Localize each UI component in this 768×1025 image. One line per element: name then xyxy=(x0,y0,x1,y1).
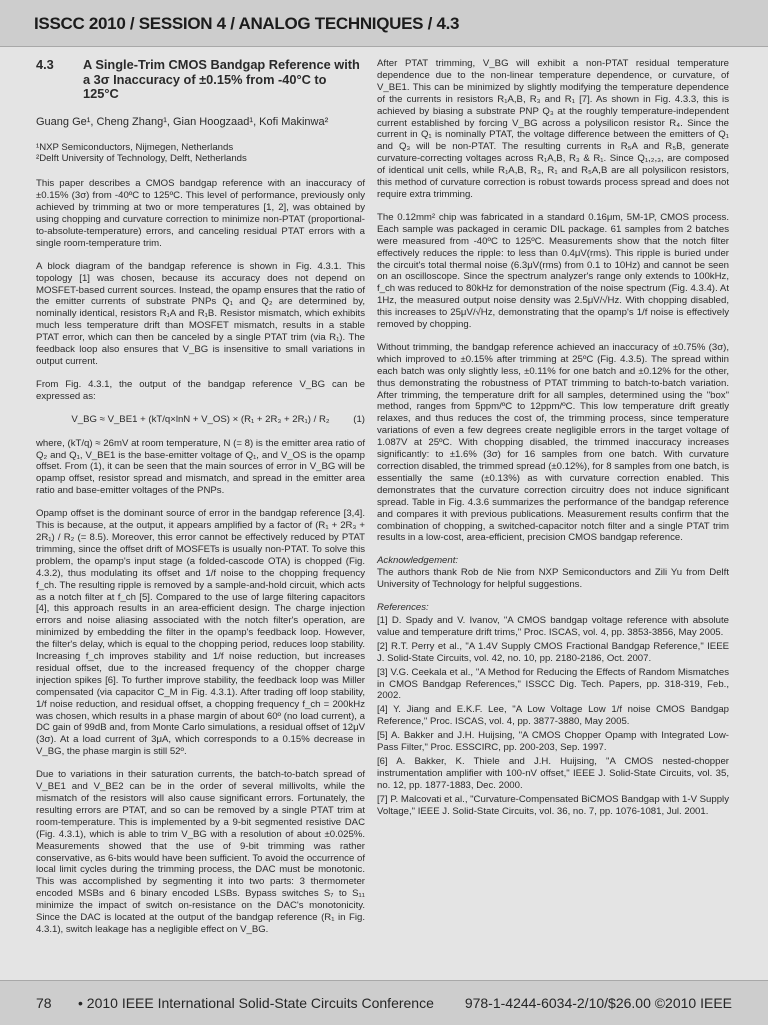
author-list: Guang Ge¹, Cheng Zhang¹, Gian Hoogzaad¹, Kofi Makinwa² xyxy=(36,115,329,128)
page-footer xyxy=(0,980,768,1025)
paragraph: Opamp offset is the dominant source of error in the bandgap reference [3,4]. This is because, at the output, it appears amplified by a factor of (R₁ + 2R₃ + 2R₁) / R₂ (= 8.5). Moreover, this error cannot be effectively reduced by PTAT trimming, since the offset drift of MOSFETs is usually non-PTAT. To solve this problem, the opamp's input stage (a folded-cascode OTA) is chopped (Fig. 4.3.2), thus modulating its offset and 1/f noise to the chopping frequency f_ch. The resulting ripple is removed by a sample-and-hold circuit, which acts as a notch filter at f_ch [5]. Compared to the use of large filtering capacitors [4], this approach results in an area-efficient design. The charge injection errors and noise aliasing associated with the notch filter's operation, are minimized by embedding the filter in the opamp's feedback loop. However, the filter's delay, which is equal to the chopping period, reduces loop stability. Increasing f_ch improves stability and 1/f noise reduction, but increases residual offset, due to the increased frequency of the chopper charge injection spikes [6]. To further improve stability, the feedback loop was Miller compensated (via capacitor C_M in Fig. 4.3.1). After trading off loop stability, 1/f noise reduction, and residual offset, a chopping frequency f_ch = 200kHz was chosen, which results in a phase margin of about 60º (no load current), a DC gain of 99dB and, from Monte Carlo simulations, a residual offset of 12μV (3σ). At a load current of 3μA, which corresponds to a 0.15% decrease in V_BG, the phase margin is still 52º. xyxy=(36,508,365,758)
affiliation: ²Delft University of Technology, Delft, Netherlands xyxy=(36,153,247,165)
reference-item: [6] A. Bakker, K. Thiele and J.H. Huijsing, "A CMOS nested-chopper instrumentation amplifier with 100-nV offset," IEEE J. Solid-State Circuits, vol. 35, no. 12, pp. 1877-1883, Dec. 2000. xyxy=(377,755,729,791)
paper-title: A Single-Trim CMOS Bandgap Reference with a 3σ Inaccuracy of ±0.15% from -40°C to 125°C xyxy=(83,57,360,101)
paragraph: From Fig. 4.3.1, the output of the bandgap reference V_BG can be expressed as: xyxy=(36,378,365,402)
right-column xyxy=(377,58,729,819)
paragraph: Due to variations in their saturation currents, the batch-to-batch spread of V_BE1 and V_BE2 can be in the order of several millivolts, while the mismatch of the resistors will also cause significant errors. Fortunately, the resulting errors are PTAT, and so can be removed by a single PTAT trim at room-temperature. This is implemented by a 9-bit segmented resistive DAC (Fig. 4.3.1), which is able to trim V_BG with a resolution of about ±0.025%. Measurements showed that the use of 9-bit trimming was rather conservative, as 6-bits would have been sufficient. To avoid the occurrence of local limit cycles during the trimming process, the DAC must be monotonic. This was accomplished by segmenting it into two parts: 3 thermometer encoded MSBs and 6 binary encoded LSBs. Bypass switches S₇ to S₁₁ minimize the impact of switch on-resistance on the DAC's monotonicity. Since the DAC is located at the output of the bandgap reference (R₁ in Fig. 4.3.1), switch leakage has a negligible effect on V_BG. xyxy=(36,769,365,935)
affiliations xyxy=(36,142,365,166)
acknowledgement-text: The authors thank Rob de Nie from NXP Semiconductors and Zili Yu from Delft University of Technology for helpful suggestions. xyxy=(377,567,729,591)
paragraph: A block diagram of the bandgap reference is shown in Fig. 4.3.1. This topology [1] was chosen, because its accuracy does not depend on MOSFET-based current sources. Instead, the opamp ensures that the ratio of the emitter currents of substrate PNPs Q₁ and Q₂ are determined by, nominally identical, resistors R₁A and R₁B. Resistor mismatch, which exhibits much less temperature drift than MOSFET mismatch, results in a stable PTAT error, which can then be canceled by a single PTAT trim (via R₁). The feedback loop also ensures that V_BG is insensitive to small variations in output current. xyxy=(36,260,365,367)
page-header xyxy=(0,0,768,47)
paragraph: The 0.12mm² chip was fabricated in a standard 0.16μm, 5M-1P, CMOS process. Each sample was packaged in ceramic DIL package. 61 samples from 2 batches were measured from -40ºC to 125ºC. Measurements show that the notch filter effectively reduces the ripple: to less than 0.4μV(rms). This ripple is buried under the circuit's total thermal noise (6.3μV(rms) from 0.1 to 10Hz) and cannot be seen on an oscilloscope. Since the spectrum analyzer's range only extends to 100kHz, f_ch was reduced to 80kHz for demonstration of the noise spectrum (Fig. 4.3.4). At 1Hz, the measured output noise density was 2.5μV/√Hz. With chopping disabled, this increases to 25μV/√Hz, demonstrating that the opamp's 1/f noise is effectively removed by chopping. xyxy=(377,211,729,331)
left-column xyxy=(36,58,365,947)
equation-text: V_BG ≈ V_BE1 + (kT/q×lnN + V_OS) × (R₁ + 2R₃ + 2R₁) / R₂ xyxy=(71,413,330,425)
paragraph: Without trimming, the bandgap reference achieved an inaccuracy of ±0.75% (3σ), which improved to ±0.15% after trimming at 25ºC (Fig. 4.3.5). The spread within each batch was only slightly less, ±0.11% for one batch and ±0.12% for the other, thus demonstrating the robustness of PTAT trimming to batch-to-batch variation. After trimming, the temperature drift for all samples, determined using the "box" method, ranges from 5ppm/ºC to 12ppm/ºC. This low temperature drift greatly relaxes, and thus reduces the cost of, the trimming process, since temperature variations of even a few degrees create negligible errors in the target voltage of 1.087V at 25ºC. With chopping disabled, the trimmed inaccuracy increases significantly: to ±1.6% (3σ) for 16 samples from one batch. With curvature correction disabled, the trimmed spread (±0.12%), for 8 samples from one batch, is essentially the same (±0.13%) as with curvature correction enabled. This demonstrates that the curvature correction circuitry does not induce significant spread. Table in Fig. 4.3.6 summarizes the performance of the bandgap reference and compares it with previous publications. Measurement results confirm that the combination of chopping, a switched-capacitor notch filter and a single PTAT trim results in a low-cost, area-efficient, precision CMOS bandgap reference. xyxy=(377,341,729,544)
session-title: ISSCC 2010 / SESSION 4 / ANALOG TECHNIQUES / 4.3 xyxy=(34,14,460,33)
references-heading: References: xyxy=(377,602,429,614)
acknowledgement-heading: Acknowledgement: xyxy=(377,555,459,567)
paragraph: where, (kT/q) ≈ 26mV at room temperature, N (= 8) is the emitter area ratio of Q₂ and Q₁, V_BE1 is the base-emitter voltage of Q₁, and V_OS is the opamp offset. From (1), it can be seen that the main sources of error in V_BG will be opamp offset, resistor spread and mismatch, and spread in the emitter area ratio and base-emitter voltages of the PNPs. xyxy=(36,437,365,497)
equation xyxy=(36,414,365,426)
paper-heading xyxy=(36,58,365,102)
equation-number: (1) xyxy=(353,413,365,425)
reference-item: [4] Y. Jiang and E.K.F. Lee, "A Low Voltage Low 1/f noise CMOS Bandgap Reference," Proc. ISCAS, vol. 4, pp. 3877-3880, May 2005. xyxy=(377,704,729,728)
paragraph: After PTAT trimming, V_BG will exhibit a non-PTAT residual temperature dependence due to the non-linear temperature dependence, or curvature, of V_BE1. This can be minimized by slightly modifying the temperature dependence of the currents in resistors R₁A,B, R₃ and R₁ [7]. As shown in Fig. 4.3.3, this is achieved by biasing a substrate PNP Q₃ at the roughly temperature-independent current established by forcing V_BG across a polysilicon resistor R₄. Since the current in Q₁ is nominally PTAT, the voltage difference between the emitters of Q₁ and Q₃ will be non-PTAT. The resulting currents in R₅A and R₅B, generate curvature-correcting voltages across R₁A,B, R₃ & R₁. Since Q₁,₂,₃, are composed of identical unit cells, while R₁A,B, R₃, R₁ and R₅A,B are all polysilicon resistors, this method of curvature correction is robust towards process spread and does not require extra trimming. xyxy=(377,58,729,200)
reference-item: [7] P. Malcovati et al., "Curvature-Compensated BiCMOS Bandgap with 1-V Supply Voltage," IEEE J. Solid-State Circuits, vol. 36, no. 7, pp. 1076-1081, Jul. 2001. xyxy=(377,793,729,817)
copyright-isbn: 978-1-4244-6034-2/10/$26.00 ©2010 IEEE xyxy=(464,995,732,1011)
paper-number: 4.3 xyxy=(36,57,54,72)
reference-item: [5] A. Bakker and J.H. Huijsing, "A CMOS Chopper Opamp with Integrated Low-Pass Filter," Proc. ESSCIRC, pp. 200-203, Sep. 1997. xyxy=(377,730,729,754)
conference-name: • 2010 IEEE International Solid-State Circuits Conference xyxy=(78,995,434,1011)
affiliation: ¹NXP Semiconductors, Nijmegen, Netherlands xyxy=(36,141,234,153)
paragraph: This paper describes a CMOS bandgap reference with an inaccuracy of ±0.15% (3σ) from -40ºC to 125ºC. This level of performance, previously only achieved by trimming at two or more temperatures [1, 2], was obtained by using chopping and curvature correction to minimize non-PTAT (proportional-to-absolute-temperature) errors, and canceling residual PTAT errors with a single room-temperature trim. xyxy=(36,178,365,249)
page-number: 78 xyxy=(36,995,52,1011)
reference-item: [3] V.G. Ceekala et al., "A Method for Reducing the Effects of Random Mismatches in CMOS Bandgap References," ISSCC Dig. Tech. Papers, pp. 318-319, Feb., 2002. xyxy=(377,666,729,702)
reference-item: [1] D. Spady and V. Ivanov, "A CMOS bandgap voltage reference with absolute value and temperature drift trims," Proc. ISCAS, vol. 4, pp. 3853-3856, May 2005. xyxy=(377,614,729,638)
reference-item: [2] R.T. Perry et al., "A 1.4V Supply CMOS Fractional Bandgap Reference," IEEE J. Solid-State Circuits, vol. 42, no. 10, pp. 2180-2186, Oct. 2007. xyxy=(377,640,729,664)
